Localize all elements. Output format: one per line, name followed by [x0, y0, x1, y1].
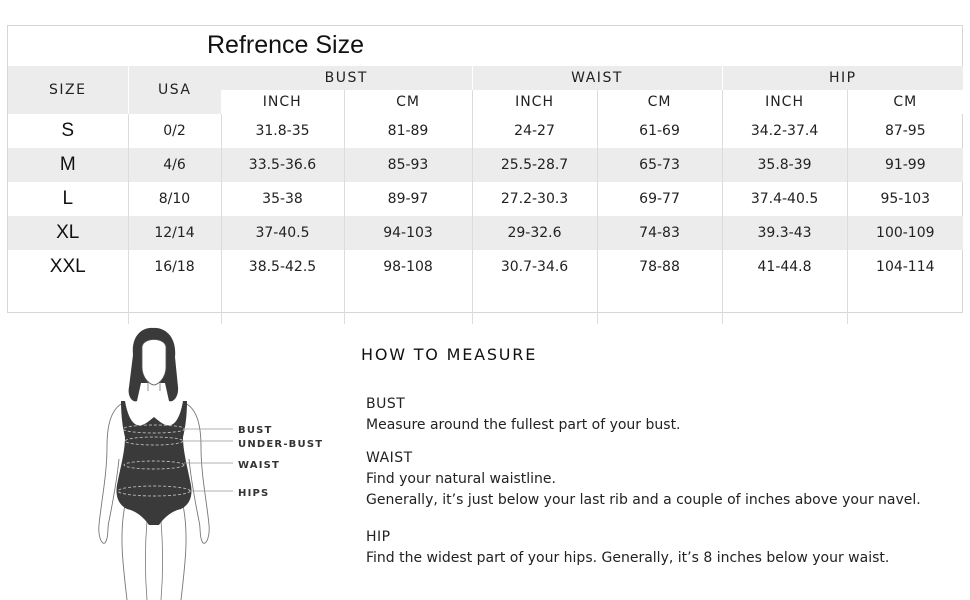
table-padding-row	[8, 284, 963, 324]
hip-inch-cell: 34.2-37.4	[722, 114, 847, 148]
usa-cell: 16/18	[128, 250, 221, 284]
subheader-bust-inch: INCH	[221, 90, 344, 114]
measurement-figure	[85, 325, 335, 600]
table-row	[8, 250, 963, 284]
subheader-bust-cm: CM	[344, 90, 472, 114]
waist-inch-cell: 29-32.6	[472, 216, 597, 250]
waist-heading: WAIST	[366, 450, 413, 466]
hip-instructions	[366, 527, 889, 569]
bust-inch-cell: 37-40.5	[221, 216, 344, 250]
waist-inch-cell: 25.5-28.7	[472, 148, 597, 182]
header-bust: BUST	[221, 66, 472, 90]
header-hip: HIP	[722, 66, 963, 90]
waist-cm-cell: 78-88	[597, 250, 722, 284]
size-cell: M	[8, 148, 128, 182]
hip-inch-cell: 37.4-40.5	[722, 182, 847, 216]
woman-silhouette-illustration	[85, 325, 335, 600]
usa-cell: 0/2	[128, 114, 221, 148]
bust-inch-cell: 38.5-42.5	[221, 250, 344, 284]
hip-inch-cell: 41-44.8	[722, 250, 847, 284]
header-waist: WAIST	[472, 66, 722, 90]
bust-instructions	[366, 394, 681, 436]
left-arm-outline	[99, 403, 123, 543]
bust-inch-cell: 33.5-36.6	[221, 148, 344, 182]
label-under-bust: UNDER-BUST	[238, 439, 324, 450]
bust-cm-cell: 94-103	[344, 216, 472, 250]
waist-text-line: Generally, it’s just below your last rib and a couple of inches above your navel.	[366, 492, 921, 508]
hip-text-line: Find the widest part of your hips. Generally, it’s 8 inches below your waist.	[366, 550, 890, 566]
inner-leg-outline	[146, 521, 163, 600]
hip-cm-cell: 100-109	[847, 216, 963, 250]
header-size: SIZE	[8, 66, 128, 114]
hip-inch-cell: 39.3-43	[722, 216, 847, 250]
hip-cm-cell: 95-103	[880, 191, 931, 207]
table-row	[8, 148, 963, 182]
size-cell: XL	[8, 216, 128, 250]
bust-cm-cell: 81-89	[344, 114, 472, 148]
usa-cell: 4/6	[128, 148, 221, 182]
bust-cm-cell: 85-93	[344, 148, 472, 182]
subheader-hip-inch: INCH	[722, 90, 847, 114]
right-arm-outline	[185, 403, 209, 543]
hip-inch-cell: 35.8-39	[722, 148, 847, 182]
table-row	[8, 216, 963, 250]
subheader-hip-cm: CM	[847, 90, 963, 114]
bust-inch-cell: 31.8-35	[221, 114, 344, 148]
label-bust: BUST	[238, 425, 273, 436]
bust-inch-cell: 35-38	[221, 182, 344, 216]
size-cell: XXL	[49, 256, 86, 277]
hip-heading: HIP	[366, 529, 391, 545]
waist-instructions	[366, 448, 921, 511]
bust-cm-cell: 89-97	[344, 182, 472, 216]
size-table	[8, 66, 963, 324]
bust-text-line: Measure around the fullest part of your bust.	[366, 417, 681, 433]
subheader-waist-cm: CM	[597, 90, 722, 114]
right-leg-outline	[181, 505, 186, 600]
header-usa: USA	[128, 66, 221, 114]
waist-inch-cell: 30.7-34.6	[472, 250, 597, 284]
waist-cm-cell: 61-69	[597, 114, 722, 148]
size-cell: L	[62, 188, 74, 209]
how-to-measure-title: HOW TO MEASURE	[361, 345, 538, 364]
size-cell: S	[61, 120, 75, 141]
chart-title: Refrence Size	[206, 31, 365, 59]
waist-cm-cell: 74-83	[597, 216, 722, 250]
table-row	[8, 182, 963, 216]
bust-heading: BUST	[366, 396, 406, 412]
size-chart	[7, 25, 963, 313]
face-shape	[142, 340, 166, 386]
hip-cm-cell: 91-99	[847, 148, 963, 182]
waist-cm-cell: 69-77	[597, 182, 722, 216]
waist-text-line: Find your natural waistline.	[366, 471, 556, 487]
hip-cm-cell: 87-95	[884, 123, 926, 139]
bust-cm-cell: 98-108	[344, 250, 472, 284]
usa-cell: 8/10	[128, 182, 221, 216]
label-hips: HIPS	[238, 488, 270, 499]
table-row	[8, 114, 963, 148]
subheader-waist-inch: INCH	[472, 90, 597, 114]
usa-cell: 12/14	[128, 216, 221, 250]
left-leg-outline	[122, 505, 127, 600]
hip-cm-cell: 104-114	[876, 259, 935, 275]
label-waist: WAIST	[238, 460, 281, 471]
waist-inch-cell: 27.2-30.3	[472, 182, 597, 216]
waist-inch-cell: 24-27	[472, 114, 597, 148]
waist-cm-cell: 65-73	[597, 148, 722, 182]
